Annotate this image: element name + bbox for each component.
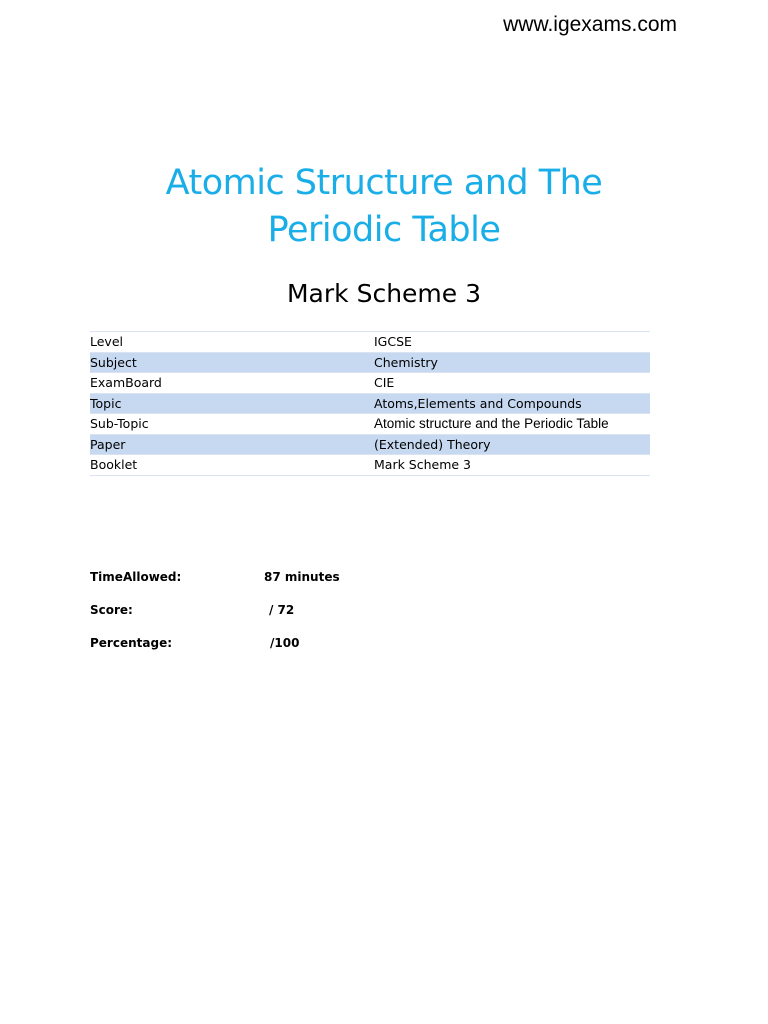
row-value: Chemistry xyxy=(374,352,650,373)
title-line-1: Atomic Structure and The xyxy=(165,163,603,203)
time-allowed-value: 87 minutes xyxy=(264,570,340,584)
row-label: Paper xyxy=(90,434,374,455)
table-row xyxy=(90,332,650,353)
row-value: Atoms,Elements and Compounds xyxy=(374,393,650,414)
table-row xyxy=(90,434,650,455)
percentage-label: Percentage: xyxy=(90,636,173,650)
row-label: Level xyxy=(90,334,123,350)
info-table xyxy=(90,331,650,476)
table-row xyxy=(90,393,650,414)
row-value: (Extended) Theory xyxy=(374,434,650,455)
title-line-2: Periodic Table xyxy=(267,210,501,250)
table-row xyxy=(90,352,650,373)
table-row xyxy=(90,414,650,435)
site-url: www.igexams.com xyxy=(503,13,677,36)
row-label: Booklet xyxy=(90,457,138,473)
table-row xyxy=(90,373,650,394)
time-allowed-label: TimeAllowed: xyxy=(90,570,182,584)
document-title xyxy=(0,160,768,254)
row-label: Topic xyxy=(90,393,374,414)
percentage-value: /100 xyxy=(270,636,300,650)
row-value: IGCSE xyxy=(374,334,412,350)
row-value: CIE xyxy=(374,375,395,391)
row-value: Atomic structure and the Periodic Table xyxy=(374,416,609,432)
table-row xyxy=(90,455,650,476)
row-label: Subject xyxy=(90,352,374,373)
row-label: ExamBoard xyxy=(90,375,162,391)
score-value: / 72 xyxy=(269,603,295,617)
row-label: Sub-Topic xyxy=(90,416,149,432)
row-value: Mark Scheme 3 xyxy=(374,457,472,473)
score-label: Score: xyxy=(90,603,133,617)
document-subtitle: Mark Scheme 3 xyxy=(286,279,482,308)
